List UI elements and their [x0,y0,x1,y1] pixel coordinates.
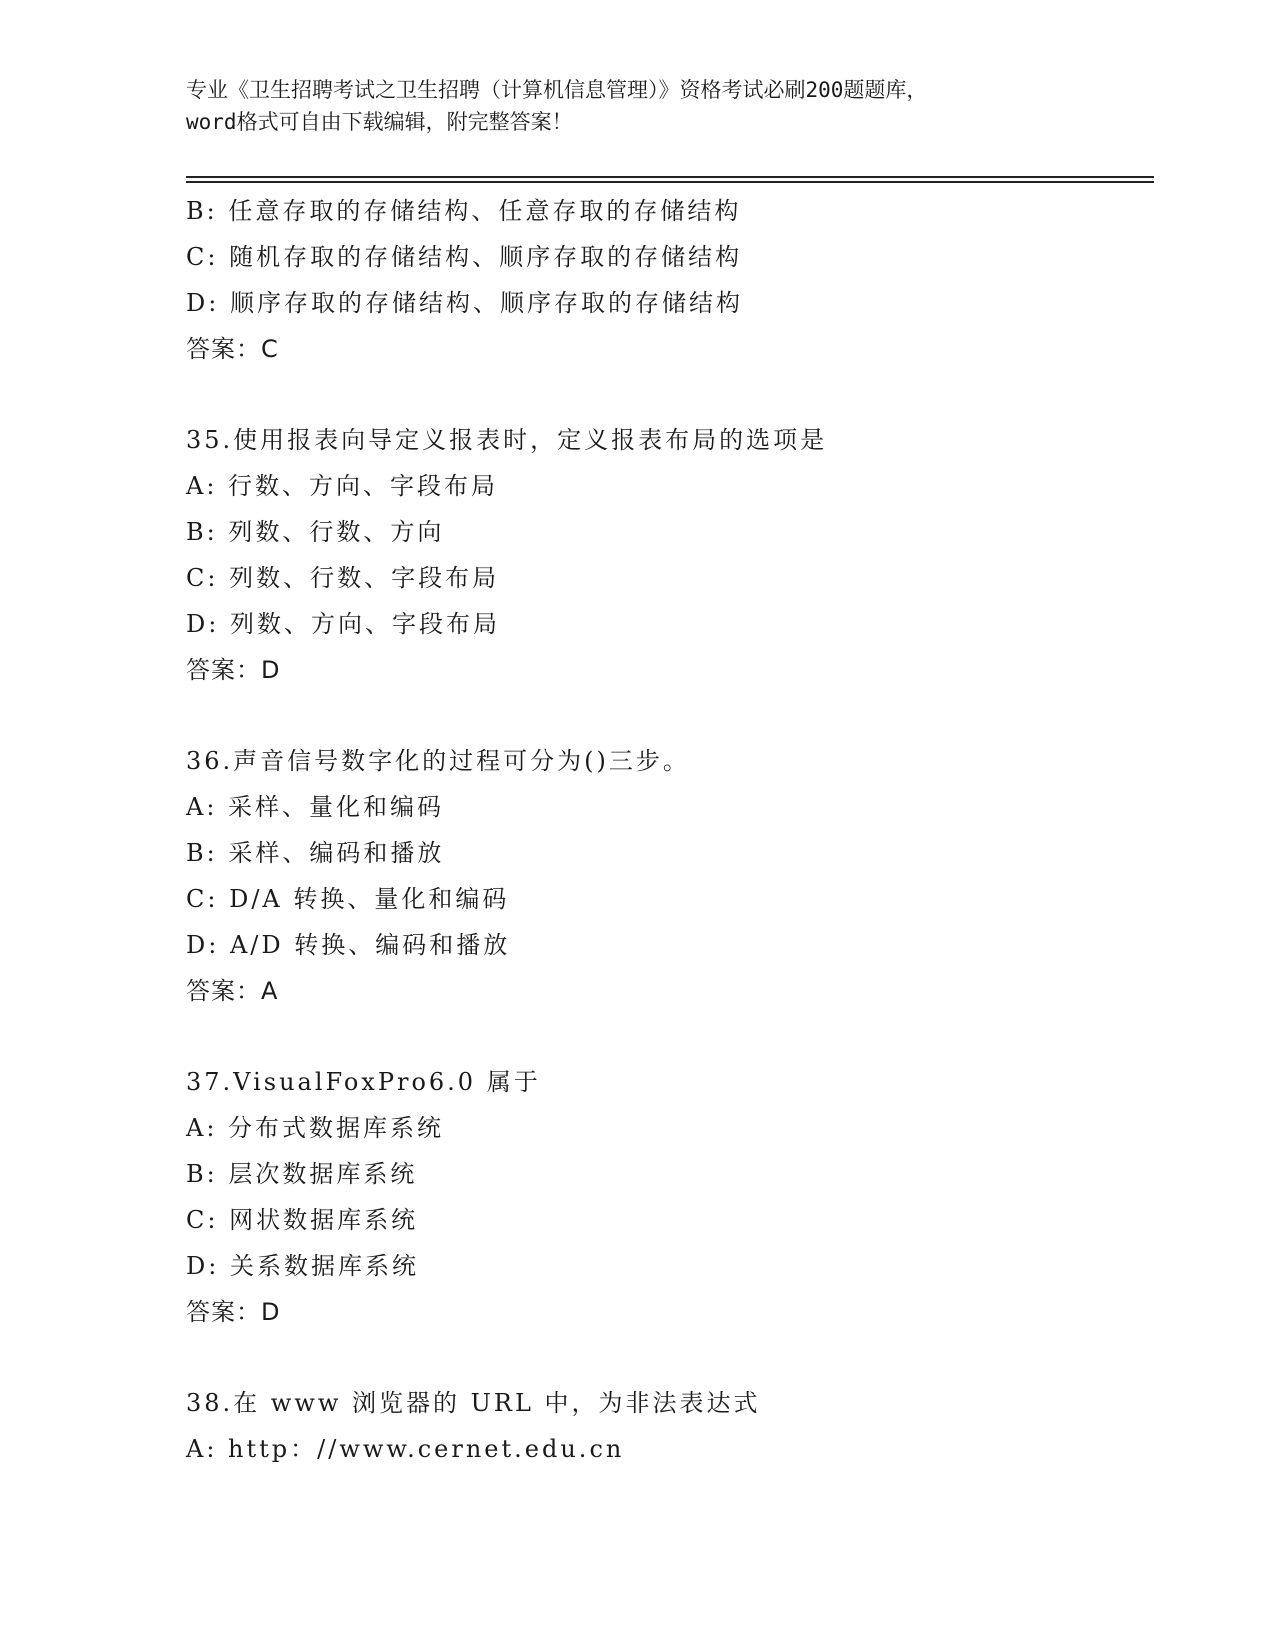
answer: 答案：D [186,1298,281,1326]
option-b: B: 层次数据库系统 [186,1160,418,1188]
option-b: B: 采样、编码和播放 [186,839,445,867]
question-stem: 36.声音信号数字化的过程可分为()三步。 [186,747,690,775]
answer: 答案：C [186,335,279,363]
question-36 [186,738,1154,1014]
document-header [186,74,1086,138]
question-37 [186,1059,1154,1335]
option-c: C: 列数、行数、字段布局 [186,564,500,592]
option-a: A: http：//www.cernet.edu.cn [186,1435,625,1463]
option-d: D: 顺序存取的存储结构、顺序存取的存储结构 [186,289,743,317]
question-stem: 38.在 www 浏览器的 URL 中，为非法表达式 [186,1389,761,1417]
question-35 [186,417,1154,693]
option-a: A: 行数、方向、字段布局 [186,472,499,500]
option-a: A: 分布式数据库系统 [186,1114,445,1142]
question-list [186,188,1154,1472]
option-c: C: 网状数据库系统 [186,1206,419,1234]
header-rule-bottom [186,181,1154,183]
option-d: D: A/D 转换、编码和播放 [186,931,511,959]
question-34-tail [186,188,1154,372]
option-d: D: 关系数据库系统 [186,1252,419,1280]
header-rule-top [186,176,1154,178]
option-c: C: D/A 转换、量化和编码 [186,885,510,913]
question-38 [186,1380,1154,1472]
option-d: D: 列数、方向、字段布局 [186,610,500,638]
header-line-2: word格式可自由下载编辑，附完整答案！ [186,110,573,134]
option-b: B: 列数、行数、方向 [186,518,445,546]
header-line-1: 专业《卫生招聘考试之卫生招聘（计算机信息管理）》资格考试必刷200题题库， [186,78,928,102]
option-a: A: 采样、量化和编码 [186,793,445,821]
answer: 答案：A [186,977,279,1005]
option-c: C: 随机存取的存储结构、顺序存取的存储结构 [186,243,743,271]
answer: 答案：D [186,656,281,684]
option-b: B: 任意存取的存储结构、任意存取的存储结构 [186,197,742,225]
question-stem: 35.使用报表向导定义报表时，定义报表布局的选项是 [186,426,828,454]
question-stem: 37.VisualFoxPro6.0 属于 [186,1068,541,1096]
